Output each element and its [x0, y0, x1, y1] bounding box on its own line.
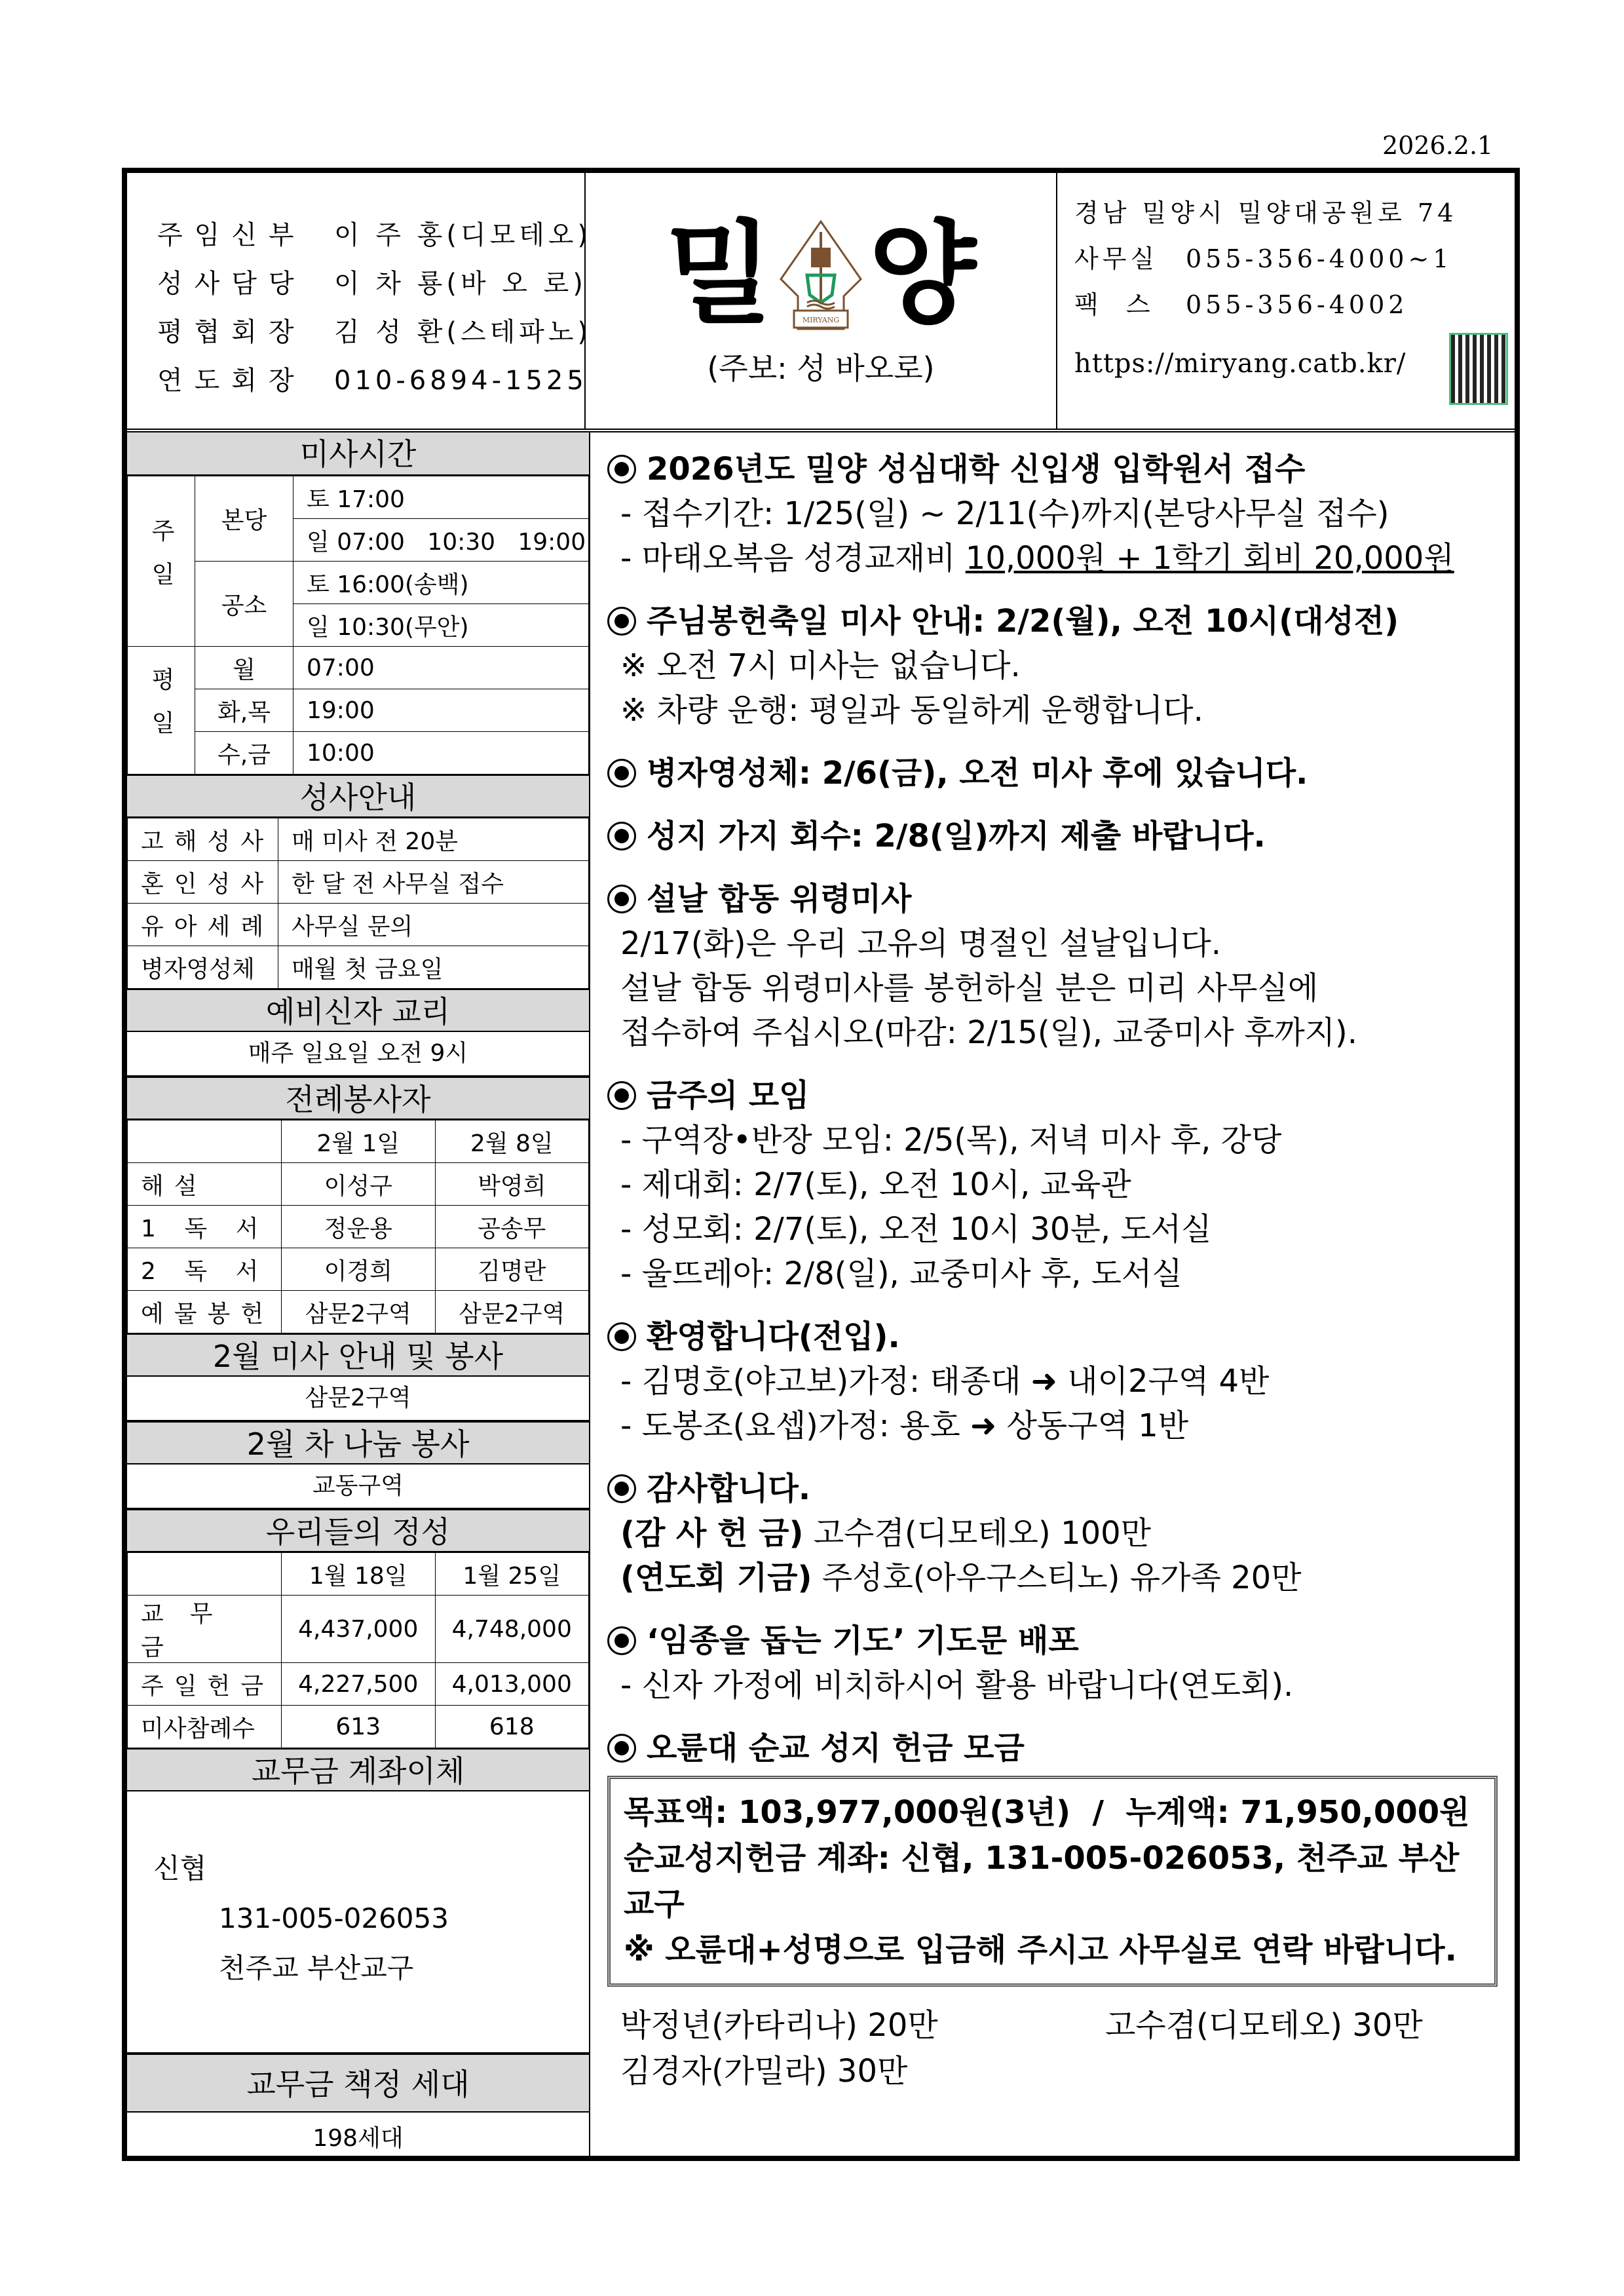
- notice-item: 환영합니다(전입). - 김명호(야고보)가정: 태종대 ➜ 내이2구역 4반 - 도봉조(요셉)가정: 용호 ➜ 상동구역 1반: [607, 1314, 1504, 1448]
- left-column: 미사시간 주일 본당 토 17:00 일 07:00 10:30 19:00 공소 토 16:00(송백) 일 10:30(무안) 평일 월 07:00 화,목 19:00 수,금 10:00 성사안내 고해성사 매 미사 전 20분 혼인성사 한 달 전 사무실 접수 유아세례 사무실 문의 병자영성체 매월 첫 금요일 예비신자 교리 매주 일요일 오전 9시 전례봉사자 2월 1일 2월 8일 해설 이성구 박영희 1 독 서 정운용 공송무 2 독 서 이경희 김명란 예물봉헌 삼문2구역 삼문2구역 2월 미사 안내 및 봉사 삼문2구역 2월 차 나눔 봉사 교동구역 우리들의 정성 1월 18일 1월 25일 교무금 4,437,000 4,748,000 주일헌금 4,227,500 4,013,000 미사참례수 613 618 교무금 계좌이체 신협 131-005-026053 천주교 부산교구 교무금 책정 세대 198세대: [127, 432, 590, 2156]
- section-offering: 우리들의 정성: [127, 1509, 589, 1552]
- notice-item: 2026년도 밀양 성심대학 신입생 입학원서 접수 - 접수기간: 1/25(일) ~ 2/11(수)까지(본당사무실 접수) - 마태오복음 성경교재비 10,000원 + 1학기 회비 20,000원: [607, 447, 1504, 581]
- bullet-icon: [607, 1474, 636, 1503]
- donation-info-box: 목표액: 103,977,000원(3년) / 누계액: 71,950,000원 순교성지헌금 계좌: 신협, 131-005-026053, 천주교 부산교구 ※ 오륜대+성명으로 입금해 주시고 사무실로 연락 바랍니다.: [607, 1776, 1498, 1987]
- bulletin-frame: [122, 168, 1520, 2161]
- bullet-icon: [607, 1734, 636, 1763]
- contact-info: 경남 밀양시 밀양대공원로 74 사무실 055-356-4000~1 팩 스 055-356-4002 https://miryang.catb.kr/: [1057, 173, 1515, 429]
- notice-item: 설날 합동 위령미사 2/17(화)은 우리 고유의 명절인 설날입니다. 설날 합동 위령미사를 봉헌하실 분은 미리 사무실에 접수하여 주십시오(마감: 2/15(일), 교중미사 후까지).: [607, 877, 1504, 1055]
- account-number: 131-005-026053: [219, 1902, 449, 1934]
- qr-code-icon[interactable]: [1449, 333, 1508, 405]
- notice-item: 병자영성체: 2/6(금), 오전 미사 후에 있습니다.: [607, 751, 1504, 795]
- section-catechumen: 예비신자 교리: [127, 989, 589, 1032]
- svg-text:MIRYANG: MIRYANG: [802, 316, 840, 324]
- donor-row: 김경자(가밀라) 30만: [620, 2053, 908, 2090]
- catechumen-schedule: 매주 일요일 오전 9시: [127, 1032, 589, 1077]
- address: 경남 밀양시 밀양대공원로 74: [1074, 199, 1458, 227]
- bullet-icon: [607, 1322, 636, 1351]
- subtitle: (주보: 성 바오로): [707, 351, 935, 386]
- staff-list: [127, 173, 592, 429]
- section-feb-mass: 2월 미사 안내 및 봉사: [127, 1333, 589, 1377]
- bullet-icon: [607, 759, 636, 788]
- liturgy-table: 2월 1일 2월 8일 해설 이성구 박영희 1 독 서 정운용 공송무 2 독 서 이경희 김명란 예물봉헌 삼문2구역 삼문2구역: [127, 1120, 589, 1333]
- title-left: 밀: [665, 210, 773, 339]
- website-link[interactable]: https://miryang.catb.kr/: [1074, 349, 1407, 379]
- notice-item: 주님봉헌축일 미사 안내: 2/2(월), 오전 10시(대성전) ※ 오전 7시 미사는 없습니다. ※ 차량 운행: 평일과 동일하게 운행합니다.: [607, 599, 1504, 733]
- section-households: 교무금 책정 세대: [127, 2054, 589, 2113]
- staff-row: 연도회장 010-6894-1525: [157, 366, 588, 396]
- notice-item: 금주의 모임 - 구역장•반장 모임: 2/5(목), 저녁 미사 후, 강당 - 제대회: 2/7(토), 오전 10시, 교육관 - 성모회: 2/7(토), 오전 10시 30분, 도서실 - 울뜨레아: 2/8(일), 교중미사 후, 도서실: [607, 1073, 1504, 1296]
- bullet-icon: [607, 1081, 636, 1110]
- notice-item: 오륜대 순교 성지 헌금 모금 목표액: 103,977,000원(3년) / 누계액: 71,950,000원 순교성지헌금 계좌: 신협, 131-005-026053, 천주교 부산교구 ※ 오륜대+성명으로 입금해 주시고 사무실로 연락 바랍니다. 박정년(카타리나) 20만 고수겸(디모테오) 30만 김경자(가밀라) 30만: [607, 1726, 1504, 2094]
- section-sacraments: 성사안내: [127, 775, 589, 818]
- bullet-icon: [607, 455, 636, 484]
- staff-row: 성사담당 이 차 룡(바 오 로): [157, 269, 587, 299]
- bullet-icon: [607, 885, 636, 913]
- fax-number: 055-356-4002: [1186, 290, 1408, 319]
- office-phone: 055-356-4000~1: [1186, 244, 1453, 273]
- parish-logo-icon: [778, 219, 863, 330]
- notices-column: [590, 432, 1515, 2156]
- title-right: 양: [869, 210, 977, 339]
- offering-table: 1월 18일 1월 25일 교무금 4,437,000 4,748,000 주일헌금 4,227,500 4,013,000 미사참례수 613 618: [127, 1552, 589, 1748]
- bullet-icon: [607, 822, 636, 851]
- donor-row: 박정년(카타리나) 20만 고수겸(디모테오) 30만: [620, 2007, 1423, 2044]
- section-transfer: 교무금 계좌이체: [127, 1748, 589, 1791]
- bullet-icon: [607, 607, 636, 636]
- staff-row: 주임신부 이 주 홍(디모테오): [157, 220, 592, 250]
- notice-item: 감사합니다. (감 사 헌 금) 고수겸(디모테오) 100만 (연도회 기금) 주성호(아우구스티노) 유가족 20만: [607, 1466, 1504, 1600]
- section-mass-times: 미사시간: [127, 432, 589, 476]
- bullet-icon: [607, 1626, 636, 1655]
- sacraments-table: 고해성사 매 미사 전 20분 혼인성사 한 달 전 사무실 접수 유아세례 사무실 문의 병자영성체 매월 첫 금요일: [127, 818, 589, 989]
- notice-item: 성지 가지 회수: 2/8(일)까지 제출 바랍니다.: [607, 814, 1504, 858]
- header: [127, 173, 1515, 432]
- section-tea-service: 2월 차 나눔 봉사: [127, 1421, 589, 1464]
- mass-times-table: 주일 본당 토 17:00 일 07:00 10:30 19:00 공소 토 16:00(송백) 일 10:30(무안) 평일 월 07:00 화,목 19:00 수,금 10:00: [127, 476, 589, 775]
- notice-item: ‘임종을 돕는 기도’ 기도문 배포 - 신자 가정에 비치하시어 활용 바랍니다(연도회).: [607, 1618, 1504, 1708]
- bulletin-date: 2026.2.1: [1382, 131, 1494, 160]
- staff-row: 평협회장 김 성 환(스테파노): [157, 317, 592, 347]
- section-liturgy: 전례봉사자: [127, 1077, 589, 1120]
- bank-account: 신협 131-005-026053 천주교 부산교구: [127, 1791, 589, 2054]
- masthead: [586, 173, 1057, 429]
